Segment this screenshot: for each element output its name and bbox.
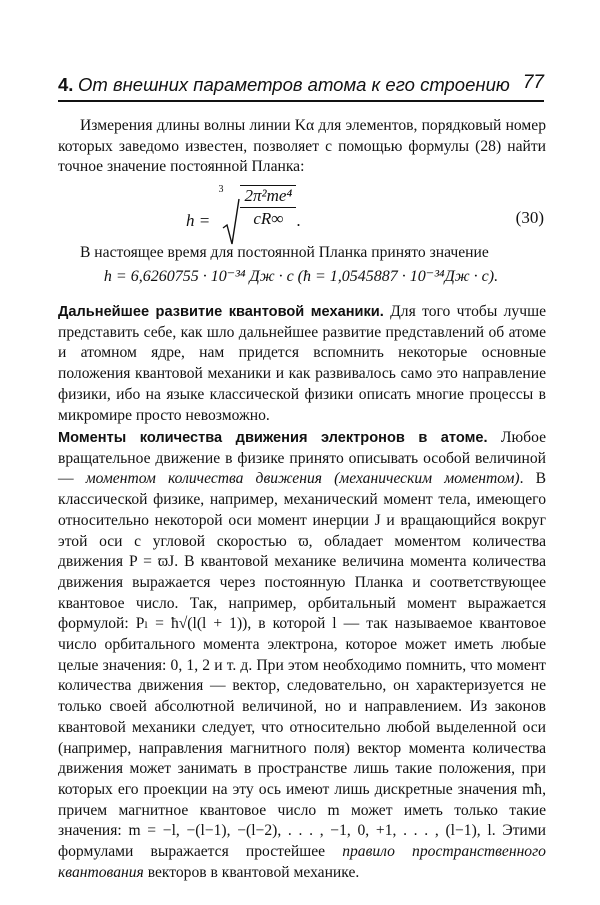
section1-paragraph	[58, 302, 546, 426]
eq30-lhs: h =	[186, 210, 211, 230]
equation-30: h = 3 $\frac{\text{2π²me⁴}}{cR\infty}$ . (30)	[58, 186, 544, 242]
running-header	[58, 72, 544, 98]
paragraph-planck	[58, 243, 546, 264]
page-number: 77	[522, 72, 544, 93]
section2-text1: . В классической физике, например, механический момент тела, имеющего относительно некоторой оси момент инерции J и вращающийся вокруг этой оси с угловой скоростью ϖ, обладает моментом количества движения P = ϖJ. В квантовой механике величина момента количества движения выражается через постоянную Планка и соответствующее квантовое число. Так, например, орбитальный момент выражается формулой: Pₗ = ħ√(l(l + 1)), в которой l — так называемое квантовое число орбитального момента электрона, которое может иметь любые целые значения: 0, 1, 2 и т. д. При этом необходимо помнить, что момент количества движения — вектор, следовательно, он характеризуется не только своей абсолютной величиной, но и направлением. Из законов квантовой механики следует, что относительно любой выделенной оси (например, направления магнитного поля) вектор момента количества движения может занимать в пространстве лишь такие положения, при которых его проекции на эту ось имеют лишь дискретные значения mħ, причем магнитное квантовое число m может иметь только такие значения: m = −l, −(l−1), −(l−2), . . . , −1, 0, +1, . . . , (l−1), l. Этими формулами выражается простейшее	[58, 470, 546, 861]
section2-heading: Моменты количества движения электронов в атоме.	[58, 430, 488, 446]
equation-number: (30)	[515, 208, 544, 227]
eq30-period: .	[296, 210, 301, 230]
paragraph-intro	[58, 116, 546, 178]
section2-paragraph	[58, 428, 546, 883]
section1-body: Для того чтобы лучше представить себе, как шло дальнейшее развитие представлений об атоме и атомном ядре, нам придется вспомнить некоторые основные положения квантовой механики и как развивалось само это направление физики, ибо на языке классической физики описать многие процессы в микромире просто невозможно.	[58, 303, 546, 424]
chapter-title: От внешних параметров атома к его строению	[78, 74, 510, 95]
planck-constant-equation	[58, 266, 544, 286]
chapter-number: 4.	[58, 74, 74, 95]
eq30-denominator: cR∞	[253, 209, 284, 228]
section2-term-momentum: моментом количества движения (механическим моментом)	[85, 470, 520, 488]
section2-lead: Любое вращательное движение в физике принято описывать особой величиной —	[58, 429, 546, 488]
section1-heading: Дальнейшее развитие квантовой механики.	[58, 304, 384, 320]
eq30-numerator: 2π²me⁴	[240, 186, 296, 208]
para-current-value: В настоящее время для постоянной Планка принято значение	[80, 244, 489, 261]
header-rule	[58, 100, 544, 102]
radical-sign-icon	[222, 198, 240, 246]
eq30-fraction	[240, 186, 296, 229]
section-angular-momentum	[58, 428, 546, 883]
section-quantum-development	[58, 302, 546, 426]
para-measurement: Измерения длины волны линии Kα для элементов, порядковый номер которых заведомо известен, позволяет с помощью формулы (28) найти точное значение постоянной Планка:	[58, 117, 546, 176]
planck-value: h = 6,6260755 · 10⁻³⁴ Дж · с (ħ = 1,0545887 · 10⁻³⁴Дж · с).	[103, 268, 499, 285]
section2-text2: векторов в квантовой механике.	[143, 863, 360, 881]
section2-term-quantization: правило пространственного квантования	[58, 843, 546, 881]
